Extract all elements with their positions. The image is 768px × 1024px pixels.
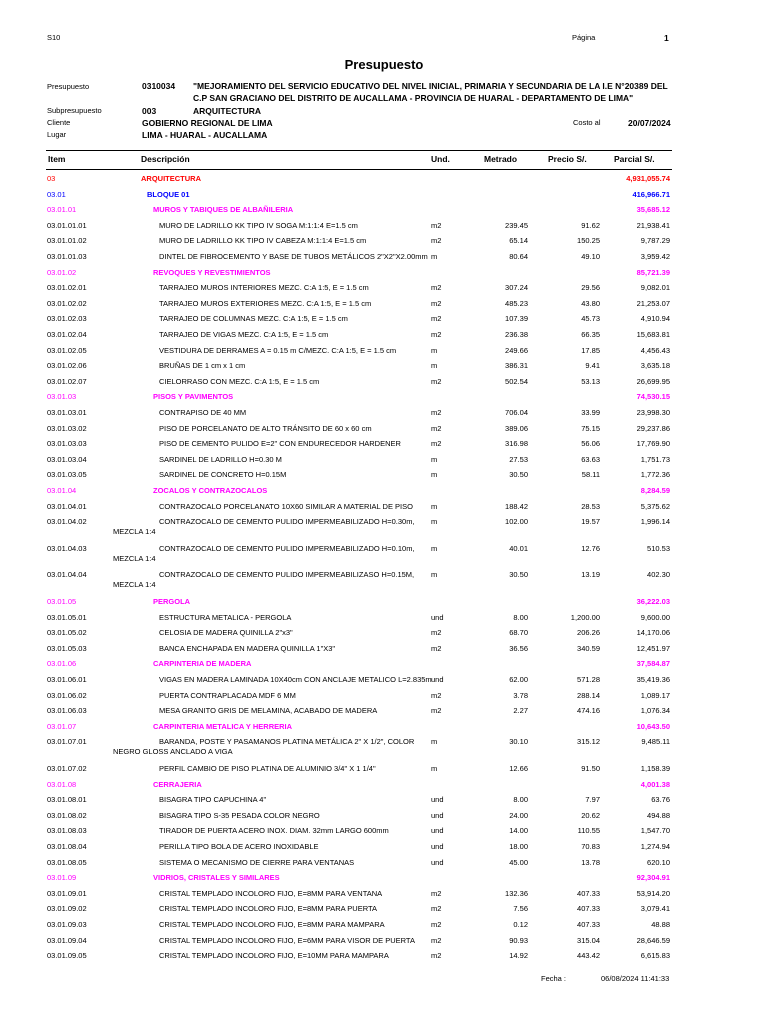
row-parcial: 494.88 — [647, 810, 670, 820]
row-description-cont: MEZCLA 1:4 — [113, 580, 156, 590]
row-description: PUERTA CONTRAPLACADA MDF 6 MM — [159, 690, 296, 700]
row-code: 03.01.09.04 — [47, 935, 87, 945]
row-description: BANCA ENCHAPADA EN MADERA QUINILLA 1"X3" — [159, 643, 336, 653]
row-parcial: 92,304.91 — [636, 873, 670, 883]
row-description: BRUÑAS DE 1 cm x 1 cm — [159, 361, 246, 371]
row-description: CARPINTERIA DE MADERA — [153, 659, 252, 669]
row-precio: 63.63 — [581, 454, 600, 464]
row-parcial: 26,699.95 — [636, 376, 670, 386]
row-parcial: 35,419.36 — [636, 675, 670, 684]
row-parcial: 4,931,055.74 — [626, 174, 670, 183]
row-code: 03.01.08.04 — [47, 842, 87, 851]
row-code: 03.01.09.01 — [47, 888, 87, 898]
row-precio: 45.73 — [581, 314, 600, 324]
row-parcial: 85,721.39 — [636, 267, 670, 277]
presupuesto-label: Presupuesto — [47, 82, 90, 91]
row-code: 03 — [47, 174, 56, 183]
row-code: 03.01.08.03 — [47, 826, 87, 836]
row-precio: 315.12 — [577, 737, 600, 747]
row-parcial: 48.88 — [651, 920, 670, 929]
row-code: 03.01.04.01 — [47, 501, 87, 511]
row-description-cont: MEZCLA 1:4 — [113, 527, 156, 537]
row-description: TARRAJEO MUROS EXTERIORES MEZC. C:A 1:5, E = 1.5 cm — [159, 298, 372, 308]
row-precio: 1,200.00 — [570, 612, 600, 622]
row-description: TARRAJEO DE COLUMNAS MEZC. C:A 1:5, E = 1.5 cm — [159, 314, 348, 324]
row-code: 03.01 — [47, 189, 66, 199]
row-description: CRISTAL TEMPLADO INCOLORO FIJO, E=10MM PARA MAMPARA — [159, 951, 389, 961]
row-unit: m2 — [431, 220, 442, 230]
row-description: CONTRAZOCALO PORCELANATO 10X60 SIMILAR A MATERIAL DE PISO — [159, 501, 413, 511]
row-parcial: 17,769.90 — [636, 439, 670, 449]
row-description: PERGOLA — [153, 597, 191, 606]
row-unit: m2 — [431, 376, 442, 386]
row-unit: m2 — [431, 643, 442, 653]
row-code: 03.01.05.02 — [47, 628, 87, 638]
row-code: 03.01.06.03 — [47, 706, 87, 716]
row-unit: m2 — [431, 690, 442, 700]
row-parcial: 1,996.14 — [640, 517, 670, 527]
row-metrado: 8.00 — [513, 612, 528, 622]
row-precio: 340.59 — [577, 643, 600, 653]
row-precio: 49.10 — [581, 252, 600, 261]
row-code: 03.01.06.01 — [47, 675, 87, 684]
row-parcial: 37,584.87 — [636, 659, 670, 669]
row-description: CARPINTERIA METALICA Y HERRERIA — [153, 721, 293, 731]
row-description: PISO DE CEMENTO PULIDO E=2" CON ENDURECEDOR HARDENER — [159, 439, 401, 449]
row-description: PISO DE PORCELANATO DE ALTO TRÁNSITO DE 60 x 60 cm — [159, 423, 372, 433]
row-metrado: 249.66 — [505, 345, 528, 355]
row-precio: 315.04 — [577, 935, 600, 945]
row-description: PISOS Y PAVIMENTOS — [153, 392, 234, 402]
row-parcial: 3,079.41 — [640, 904, 670, 914]
row-parcial: 36,222.03 — [636, 597, 670, 606]
row-unit: m2 — [431, 236, 442, 246]
row-precio: 288.14 — [577, 690, 600, 700]
row-metrado: 24.00 — [509, 810, 528, 820]
subpresupuesto-label: Subpresupuesto — [47, 106, 102, 115]
col-descripcion: Descripción — [141, 154, 190, 164]
fecha-label: Fecha : — [541, 974, 567, 983]
row-description: MURO DE LADRILLO KK TIPO IV CABEZA M:1:1:4 E=1.5 cm — [159, 236, 367, 246]
row-description: REVOQUES Y REVESTIMIENTOS — [153, 267, 271, 277]
row-description: CRISTAL TEMPLADO INCOLORO FIJO, E=6MM PARA VISOR DE PUERTA — [159, 935, 415, 945]
row-metrado: 8.00 — [513, 795, 528, 805]
row-parcial: 12,451.97 — [636, 643, 670, 653]
row-precio: 70.83 — [581, 842, 600, 851]
col-und: Und. — [431, 154, 450, 164]
row-parcial: 23,998.30 — [636, 408, 670, 417]
row-code: 03.01.03.03 — [47, 439, 87, 449]
row-unit: m2 — [431, 298, 442, 308]
row-description: BISAGRA TIPO CAPUCHINA 4" — [159, 795, 267, 805]
row-unit: m2 — [431, 628, 442, 638]
row-metrado: 80.64 — [509, 252, 528, 261]
report-code: S10 — [47, 33, 61, 42]
row-parcial: 3,635.18 — [640, 361, 670, 371]
row-code: 03.01.03.04 — [47, 454, 87, 464]
row-unit: und — [431, 826, 444, 836]
row-parcial: 3,959.42 — [640, 252, 670, 261]
row-precio: 110.55 — [577, 826, 600, 836]
row-description: TIRADOR DE PUERTA ACERO INOX. DIAM. 32mm LARGO 600mm — [159, 826, 389, 836]
row-parcial: 9,787.29 — [640, 236, 670, 246]
row-description: PERFIL CAMBIO DE PISO PLATINA DE ALUMINIO 3/4" X 1 1/4" — [159, 764, 376, 773]
row-precio: 206.26 — [577, 628, 600, 638]
row-description: SARDINEL DE CONCRETO H=0.15M — [159, 470, 287, 480]
row-description: SARDINEL DE LADRILLO H=0.30 M — [159, 454, 282, 464]
row-metrado: 30.10 — [509, 737, 528, 747]
row-metrado: 239.45 — [505, 220, 528, 230]
row-precio: 7.97 — [585, 795, 600, 805]
row-metrado: 40.01 — [509, 543, 528, 553]
row-precio: 91.50 — [581, 764, 600, 773]
row-code: 03.01.08.01 — [47, 795, 87, 805]
row-code: 03.01.01.03 — [47, 252, 87, 261]
row-metrado: 2.27 — [513, 706, 528, 716]
row-description: SISTEMA O MECANISMO DE CIERRE PARA VENTANAS — [159, 857, 355, 867]
row-unit: m — [431, 345, 438, 355]
row-unit: m2 — [431, 920, 442, 929]
row-unit: m2 — [431, 330, 442, 339]
subpresupuesto-code: 003 — [142, 106, 157, 116]
row-metrado: 0.12 — [513, 920, 528, 929]
presupuesto-code: 0310034 — [142, 81, 176, 91]
row-parcial: 6,615.83 — [640, 951, 670, 961]
row-metrado: 7.56 — [513, 904, 528, 914]
row-metrado: 102.00 — [505, 517, 528, 527]
row-precio: 474.16 — [577, 706, 600, 716]
row-unit: m — [431, 570, 438, 580]
row-metrado: 485.23 — [505, 298, 528, 308]
row-precio: 12.76 — [581, 543, 600, 553]
row-unit: und — [431, 810, 444, 820]
row-description: BISAGRA TIPO S-35 PESADA COLOR NEGRO — [159, 810, 320, 820]
row-unit: m2 — [431, 423, 442, 433]
row-code: 03.01.08 — [47, 779, 77, 789]
row-unit: m — [431, 361, 438, 371]
row-unit: m — [431, 737, 438, 747]
row-code: 03.01.04 — [47, 486, 77, 495]
row-parcial: 1,547.70 — [640, 826, 670, 836]
row-description: VESTIDURA DE DERRAMES A = 0.15 m C/MEZC. C:A 1:5, E = 1.5 cm — [159, 345, 397, 355]
row-parcial: 1,158.39 — [640, 764, 670, 773]
row-code: 03.01.02.01 — [47, 283, 87, 293]
row-precio: 443.42 — [577, 951, 600, 961]
row-parcial: 5,375.62 — [640, 501, 670, 511]
row-code: 03.01.08.02 — [47, 810, 87, 820]
row-unit: m2 — [431, 888, 442, 898]
row-parcial: 35,685.12 — [636, 205, 670, 215]
row-parcial: 4,910.94 — [640, 314, 670, 324]
row-parcial: 4,001.38 — [640, 779, 670, 789]
row-metrado: 389.06 — [505, 423, 528, 433]
row-code: 03.01.09.02 — [47, 904, 87, 914]
row-code: 03.01.05.03 — [47, 643, 87, 653]
row-unit: m — [431, 517, 438, 527]
row-precio: 20.62 — [581, 810, 600, 820]
row-metrado: 307.24 — [505, 283, 528, 293]
col-item: Item — [48, 154, 66, 164]
row-metrado: 30.50 — [509, 570, 528, 580]
row-description: CRISTAL TEMPLADO INCOLORO FIJO, E=8MM PARA PUERTA — [159, 904, 378, 914]
row-description: TARRAJEO MUROS INTERIORES MEZC. C:A 1:5, E = 1.5 cm — [159, 283, 369, 293]
document-title: Presupuesto — [344, 57, 424, 72]
fecha-value: 06/08/2024 11:41:33 — [601, 974, 670, 983]
row-parcial: 1,076.34 — [640, 706, 670, 716]
row-code: 03.01.08.05 — [47, 857, 87, 867]
row-description: CERRAJERIA — [153, 779, 202, 789]
row-precio: 53.13 — [581, 376, 600, 386]
row-parcial: 1,274.94 — [640, 842, 670, 851]
row-code: 03.01.03.02 — [47, 423, 87, 433]
row-code: 03.01.02.03 — [47, 314, 87, 324]
row-description: VIGAS EN MADERA LAMINADA 10X40cm CON ANCLAJE METALICO L=2.835m — [159, 675, 432, 684]
row-description: CONTRAZOCALO DE CEMENTO PULIDO IMPERMEABILIZASO H=0.15M, — [159, 570, 415, 580]
row-code: 03.01.06 — [47, 659, 77, 669]
row-description: CIELORRASO CON MEZC. C:A 1:5, E = 1.5 cm — [159, 376, 320, 386]
row-parcial: 74,530.15 — [636, 392, 670, 402]
row-unit: und — [431, 842, 444, 851]
row-precio: 28.53 — [581, 501, 600, 511]
row-unit: m2 — [431, 439, 442, 449]
row-unit: m2 — [431, 314, 442, 324]
row-description: BLOQUE 01 — [147, 189, 190, 199]
row-description: PERILLA TIPO BOLA DE ACERO INOXIDABLE — [159, 842, 319, 851]
col-metrado: Metrado — [484, 154, 518, 164]
row-description: ESTRUCTURA METALICA - PERGOLA — [159, 612, 292, 622]
row-metrado: 14.00 — [509, 826, 528, 836]
row-code: 03.01.07.02 — [47, 764, 87, 773]
row-code: 03.01.02.05 — [47, 345, 87, 355]
row-code: 03.01.04.03 — [47, 543, 87, 553]
col-parcial: Parcial S/. — [614, 154, 655, 164]
row-parcial: 10,643.50 — [636, 721, 670, 731]
row-precio: 571.28 — [577, 675, 600, 684]
row-metrado: 68.70 — [509, 628, 528, 638]
row-metrado: 65.14 — [509, 236, 528, 246]
row-code: 03.01.01.01 — [47, 220, 87, 230]
row-precio: 13.19 — [581, 570, 600, 580]
lugar-value: LIMA - HUARAL - AUCALLAMA — [142, 130, 268, 140]
row-unit: m — [431, 543, 438, 553]
row-parcial: 9,600.00 — [640, 612, 670, 622]
row-precio: 407.33 — [577, 920, 600, 929]
row-metrado: 386.31 — [505, 361, 528, 371]
row-description: CRISTAL TEMPLADO INCOLORO FIJO, E=8MM PARA VENTANA — [159, 888, 383, 898]
row-precio: 150.25 — [577, 236, 600, 246]
row-code: 03.01.06.02 — [47, 690, 87, 700]
row-description: MUROS Y TABIQUES DE ALBAÑILERIA — [153, 205, 294, 215]
row-unit: und — [431, 612, 444, 622]
row-parcial: 1,089.17 — [640, 690, 670, 700]
row-description: DINTEL DE FIBROCEMENTO Y BASE DE TUBOS METÁLICOS 2"X2"X2.00mm — [159, 252, 428, 261]
row-parcial: 1,772.36 — [640, 470, 670, 480]
row-code: 03.01.04.02 — [47, 517, 87, 527]
row-parcial: 15,683.81 — [636, 330, 670, 339]
page-label: Página — [572, 33, 596, 42]
row-description: CRISTAL TEMPLADO INCOLORO FIJO, E=8MM PARA MAMPARA — [159, 920, 385, 929]
row-precio: 407.33 — [577, 888, 600, 898]
row-unit: und — [431, 675, 444, 684]
row-precio: 58.11 — [581, 470, 600, 480]
row-unit: m — [431, 470, 438, 480]
row-parcial: 21,253.07 — [636, 298, 670, 308]
row-metrado: 36.56 — [509, 643, 528, 653]
row-description: ARQUITECTURA — [141, 174, 201, 183]
row-code: 03.01.09.03 — [47, 920, 87, 929]
row-unit: m2 — [431, 935, 442, 945]
row-metrado: 12.66 — [509, 764, 528, 773]
row-metrado: 107.39 — [505, 314, 528, 324]
row-parcial: 8,284.59 — [640, 486, 670, 495]
row-unit: m — [431, 454, 438, 464]
row-code: 03.01.01 — [47, 205, 77, 215]
row-precio: 43.80 — [581, 298, 600, 308]
page-number: 1 — [664, 33, 669, 43]
row-unit: m — [431, 252, 438, 261]
row-precio: 66.35 — [581, 330, 600, 339]
row-code: 03.01.05 — [47, 597, 77, 606]
row-parcial: 63.76 — [651, 795, 670, 805]
row-code: 03.01.09.05 — [47, 951, 87, 961]
row-parcial: 53,914.20 — [636, 888, 670, 898]
row-code: 03.01.03.01 — [47, 408, 87, 417]
row-parcial: 14,170.06 — [636, 628, 670, 638]
cliente-label: Cliente — [47, 118, 71, 127]
row-unit: m2 — [431, 904, 442, 914]
presupuesto-desc-line2: C.P SAN GRACIANO DEL DISTRITO DE AUCALLAMA - PROVINCIA DE HUARAL - DEPARTAMENTO DE LIMA" — [193, 93, 634, 103]
row-unit: m2 — [431, 951, 442, 961]
row-precio: 56.06 — [581, 439, 600, 449]
row-unit: m — [431, 501, 438, 511]
row-parcial: 9,082.01 — [640, 283, 670, 293]
row-description: CONTRAPISO DE 40 MM — [159, 408, 247, 417]
row-unit: m2 — [431, 408, 442, 417]
row-metrado: 3.78 — [513, 690, 528, 700]
row-parcial: 402.30 — [647, 570, 670, 580]
row-precio: 75.15 — [581, 423, 600, 433]
subpresupuesto-name: ARQUITECTURA — [193, 106, 261, 116]
row-parcial: 510.53 — [647, 543, 670, 553]
row-precio: 9.41 — [585, 361, 600, 371]
row-metrado: 18.00 — [509, 842, 528, 851]
row-metrado: 132.36 — [505, 888, 528, 898]
row-metrado: 45.00 — [509, 857, 528, 867]
row-unit: und — [431, 857, 444, 867]
row-code: 03.01.05.01 — [47, 612, 87, 622]
row-description: CONTRAZOCALO DE CEMENTO PULIDO IMPERMEABILIZADO H=0.30m, — [159, 517, 415, 527]
row-parcial: 28,646.59 — [636, 935, 670, 945]
row-precio: 13.78 — [581, 857, 600, 867]
row-metrado: 90.93 — [509, 935, 528, 945]
row-code: 03.01.07.01 — [47, 737, 87, 747]
row-description: BARANDA, POSTE Y PASAMANOS PLATINA METÁLICA 2" X 1/2", COLOR — [159, 737, 415, 747]
row-metrado: 502.54 — [505, 376, 528, 386]
row-unit: m — [431, 764, 438, 773]
row-metrado: 14.92 — [509, 951, 528, 961]
row-description-cont: NEGRO GLOSS ANCLADO A VIGA — [113, 747, 233, 757]
row-description: VIDRIOS, CRISTALES Y SIMILARES — [153, 873, 280, 883]
lugar-label: Lugar — [47, 130, 67, 139]
row-code: 03.01.02.06 — [47, 361, 87, 371]
costo-label: Costo al — [573, 118, 601, 127]
row-parcial: 21,938.41 — [636, 220, 670, 230]
row-metrado: 27.53 — [509, 454, 528, 464]
row-code: 03.01.02.02 — [47, 298, 87, 308]
row-precio: 407.33 — [577, 904, 600, 914]
row-code: 03.01.02.07 — [47, 376, 87, 386]
row-code: 03.01.01.02 — [47, 236, 87, 246]
row-description: CELOSIA DE MADERA QUINILLA 2"x3" — [159, 628, 293, 638]
row-metrado: 62.00 — [509, 675, 528, 684]
row-parcial: 4,456.43 — [640, 345, 670, 355]
row-precio: 29.56 — [581, 283, 600, 293]
row-parcial: 9,485.11 — [641, 737, 670, 747]
costo-date: 20/07/2024 — [628, 118, 671, 128]
row-description-cont: MEZCLA 1:4 — [113, 553, 156, 563]
row-code: 03.01.09 — [47, 873, 77, 883]
row-parcial: 29,237.86 — [636, 423, 670, 433]
row-description: TARRAJEO DE VIGAS MEZC. C:A 1:5, E = 1.5 cm — [159, 330, 329, 339]
row-parcial: 620.10 — [647, 857, 670, 867]
row-metrado: 30.50 — [509, 470, 528, 480]
row-precio: 91.62 — [581, 220, 600, 230]
row-precio: 33.99 — [581, 408, 600, 417]
row-parcial: 416,966.71 — [632, 189, 670, 199]
row-parcial: 1,751.73 — [640, 454, 670, 464]
cliente-value: GOBIERNO REGIONAL DE LIMA — [142, 118, 273, 128]
row-metrado: 188.42 — [505, 501, 528, 511]
row-unit: m2 — [431, 706, 442, 716]
row-code: 03.01.02.04 — [47, 330, 87, 339]
row-code: 03.01.03.05 — [47, 470, 87, 480]
row-description: CONTRAZOCALO DE CEMENTO PULIDO IMPERMEABILIZADO H=0.10m, — [159, 543, 415, 553]
row-description: MURO DE LADRILLO KK TIPO IV SOGA M:1:1:4 E=1.5 cm — [159, 220, 358, 230]
presupuesto-desc-line1: "MEJORAMIENTO DEL SERVICIO EDUCATIVO DEL NIVEL INICIAL, PRIMARIA Y SECUNDARIA DE LA I.E N°20389 DEL — [193, 81, 668, 91]
row-description: MESA GRANITO GRIS DE MELAMINA, ACABADO DE MADERA — [159, 706, 378, 716]
row-code: 03.01.02 — [47, 267, 77, 277]
row-precio: 19.57 — [581, 517, 600, 527]
row-unit: und — [431, 795, 444, 805]
row-code: 03.01.03 — [47, 392, 77, 402]
row-unit: m2 — [431, 283, 442, 293]
row-metrado: 706.04 — [505, 408, 528, 417]
col-precio: Precio S/. — [548, 154, 587, 164]
row-metrado: 236.38 — [505, 330, 528, 339]
row-precio: 17.85 — [581, 345, 600, 355]
row-code: 03.01.04.04 — [47, 570, 87, 580]
row-metrado: 316.98 — [505, 439, 528, 449]
row-code: 03.01.07 — [47, 721, 77, 731]
row-description: ZOCALOS Y CONTRAZOCALOS — [153, 486, 268, 495]
